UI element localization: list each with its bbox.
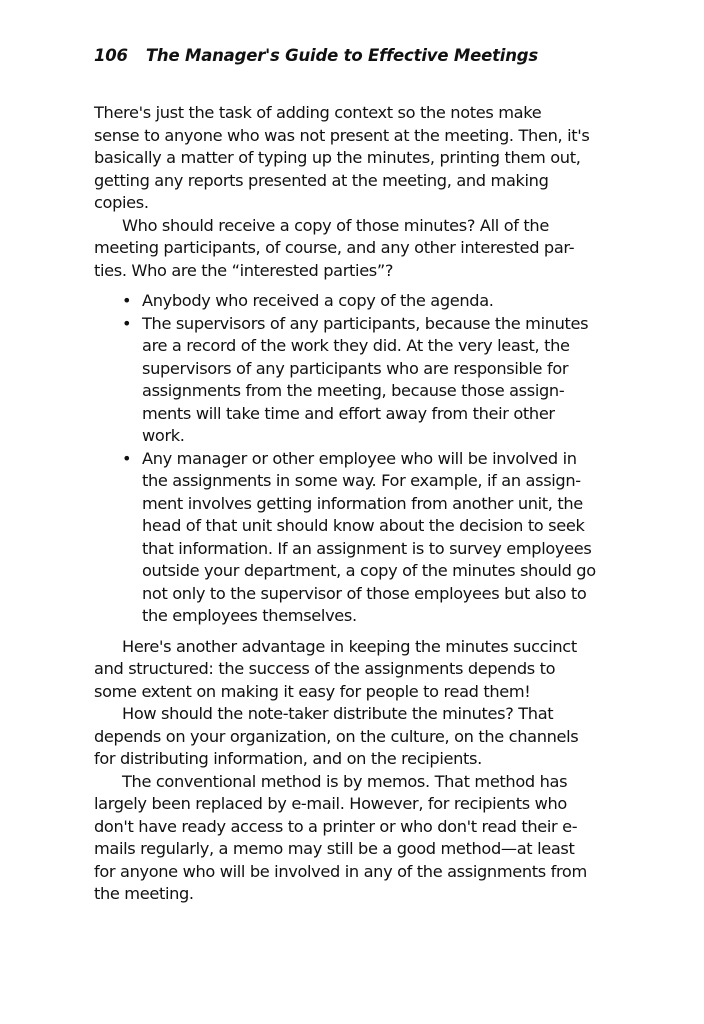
- text-line: not only to the supervisor of those employees but also to: [142, 583, 587, 603]
- text-line: Any manager or other employee who will be involved in: [142, 448, 577, 468]
- text-line: assignments from the meeting, because those assign-: [142, 381, 565, 400]
- bullet-icon: •: [122, 291, 132, 310]
- text-line: outside your department, a copy of the minutes should go: [142, 561, 596, 580]
- text-line: sense to anyone who was not present at the meeting. Then, it's: [94, 125, 590, 145]
- paragraph-2: [94, 215, 614, 283]
- bullet-item: [94, 290, 614, 313]
- text-line: that information. If an assignment is to survey employees: [142, 538, 592, 558]
- text-line: Anybody who received a copy of the agenda.: [142, 291, 494, 310]
- text-line: ties. Who are the “interested parties”?: [94, 260, 394, 280]
- text-line: the assignments in some way. For example, if an assign-: [142, 471, 581, 490]
- text-line: supervisors of any participants who are responsible for: [142, 358, 569, 378]
- text-line: are a record of the work they did. At the very least, the: [142, 336, 570, 355]
- text-line: head of that unit should know about the decision to seek: [142, 516, 585, 535]
- text-line: depends on your organization, on the culture, on the channels: [94, 726, 579, 746]
- text-line: some extent on making it easy for people to read them!: [94, 681, 531, 701]
- bullet-item: [94, 448, 614, 628]
- bullet-item: [94, 313, 614, 448]
- page-number: 106: [94, 46, 128, 65]
- paragraph-3: [94, 636, 614, 704]
- text-line: basically a matter of typing up the minutes, printing them out,: [94, 148, 581, 167]
- text-line: meeting participants, of course, and any other interested par-: [94, 238, 575, 257]
- text-line: for anyone who will be involved in any of the assignments from: [94, 861, 587, 881]
- bullet-icon: •: [122, 448, 132, 468]
- bullet-icon: •: [122, 313, 132, 333]
- text-line: largely been replaced by e-mail. However, for recipients who: [94, 794, 567, 813]
- text-line: ment involves getting information from another unit, the: [142, 493, 583, 513]
- bullet-list: [94, 290, 614, 628]
- text-line: How should the note-taker distribute the minutes? That: [122, 704, 554, 723]
- text-line: There's just the task of adding context so the notes make: [94, 103, 542, 122]
- paragraph-5: [94, 771, 614, 906]
- text-line: and structured: the success of the assignments depends to: [94, 659, 556, 678]
- text-line: for distributing information, and on the recipients.: [94, 749, 482, 768]
- body-text: [94, 102, 614, 906]
- text-line: The supervisors of any participants, because the minutes: [142, 313, 589, 333]
- text-line: mails regularly, a memo may still be a good method—at least: [94, 839, 575, 858]
- text-line: copies.: [94, 193, 149, 212]
- text-line: The conventional method is by memos. That method has: [122, 771, 568, 791]
- text-line: Here's another advantage in keeping the minutes succinct: [122, 636, 577, 656]
- text-line: the employees themselves.: [142, 606, 357, 625]
- text-line: Who should receive a copy of those minutes? All of the: [122, 215, 549, 235]
- text-line: work.: [142, 426, 185, 445]
- book-title: The Manager's Guide to Effective Meetings: [145, 46, 538, 65]
- running-head: [94, 44, 538, 68]
- text-line: ments will take time and effort away from their other: [142, 403, 555, 423]
- text-line: the meeting.: [94, 884, 194, 903]
- text-line: don't have ready access to a printer or who don't read their e-: [94, 816, 578, 836]
- paragraph-1: [94, 102, 614, 215]
- paragraph-4: [94, 703, 614, 771]
- text-line: getting any reports presented at the meeting, and making: [94, 170, 549, 190]
